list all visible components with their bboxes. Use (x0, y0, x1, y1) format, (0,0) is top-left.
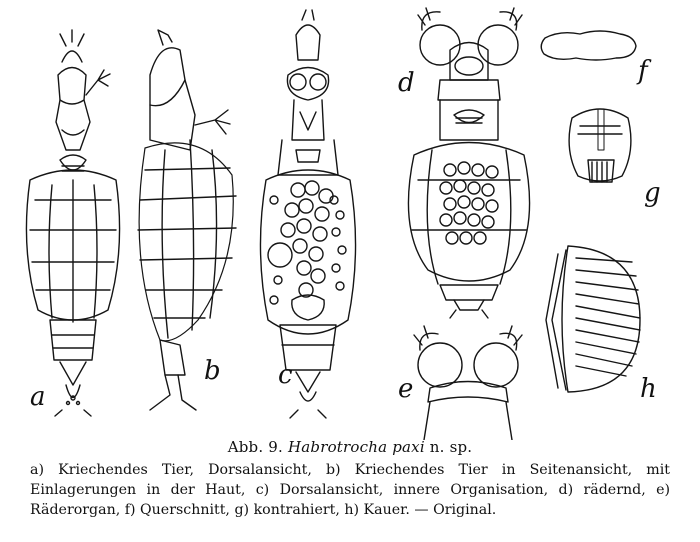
caption-body: a) Kriechendes Tier, Dorsalansicht, b) Kriechendes Tier in Seitenansicht, mit Einlagerungen in der Haut, c) Dorsalansicht, innere Organisation, d) rädernd, e) Räderorgan, f) Querschnitt, g) kontrahiert, h) Kauer. — Original. (30, 462, 670, 518)
panel-label-c: c (278, 360, 293, 390)
panel-label-e: e (398, 374, 414, 404)
panel-label-b: b (204, 356, 221, 386)
drawing-e (414, 326, 522, 440)
drawing-c (260, 10, 355, 418)
drawing-d (408, 8, 529, 318)
caption-title (30, 438, 670, 456)
panel-label-d: d (398, 68, 415, 98)
drawing-a (26, 30, 119, 416)
species-suffix: n. sp. (429, 438, 473, 456)
drawing-g (569, 109, 631, 182)
drawing-b (138, 30, 236, 410)
drawing-f (541, 31, 636, 60)
drawing-h (546, 246, 640, 392)
panel-label-g: g (644, 178, 661, 208)
panel-label-h: h (640, 374, 657, 404)
species-name: Habrotrocha paxi (287, 438, 425, 456)
panel-label-a: a (30, 382, 46, 412)
figure-number: Abb. 9. (227, 438, 284, 456)
figure-caption (30, 438, 670, 520)
panel-label-f: f (638, 56, 648, 86)
